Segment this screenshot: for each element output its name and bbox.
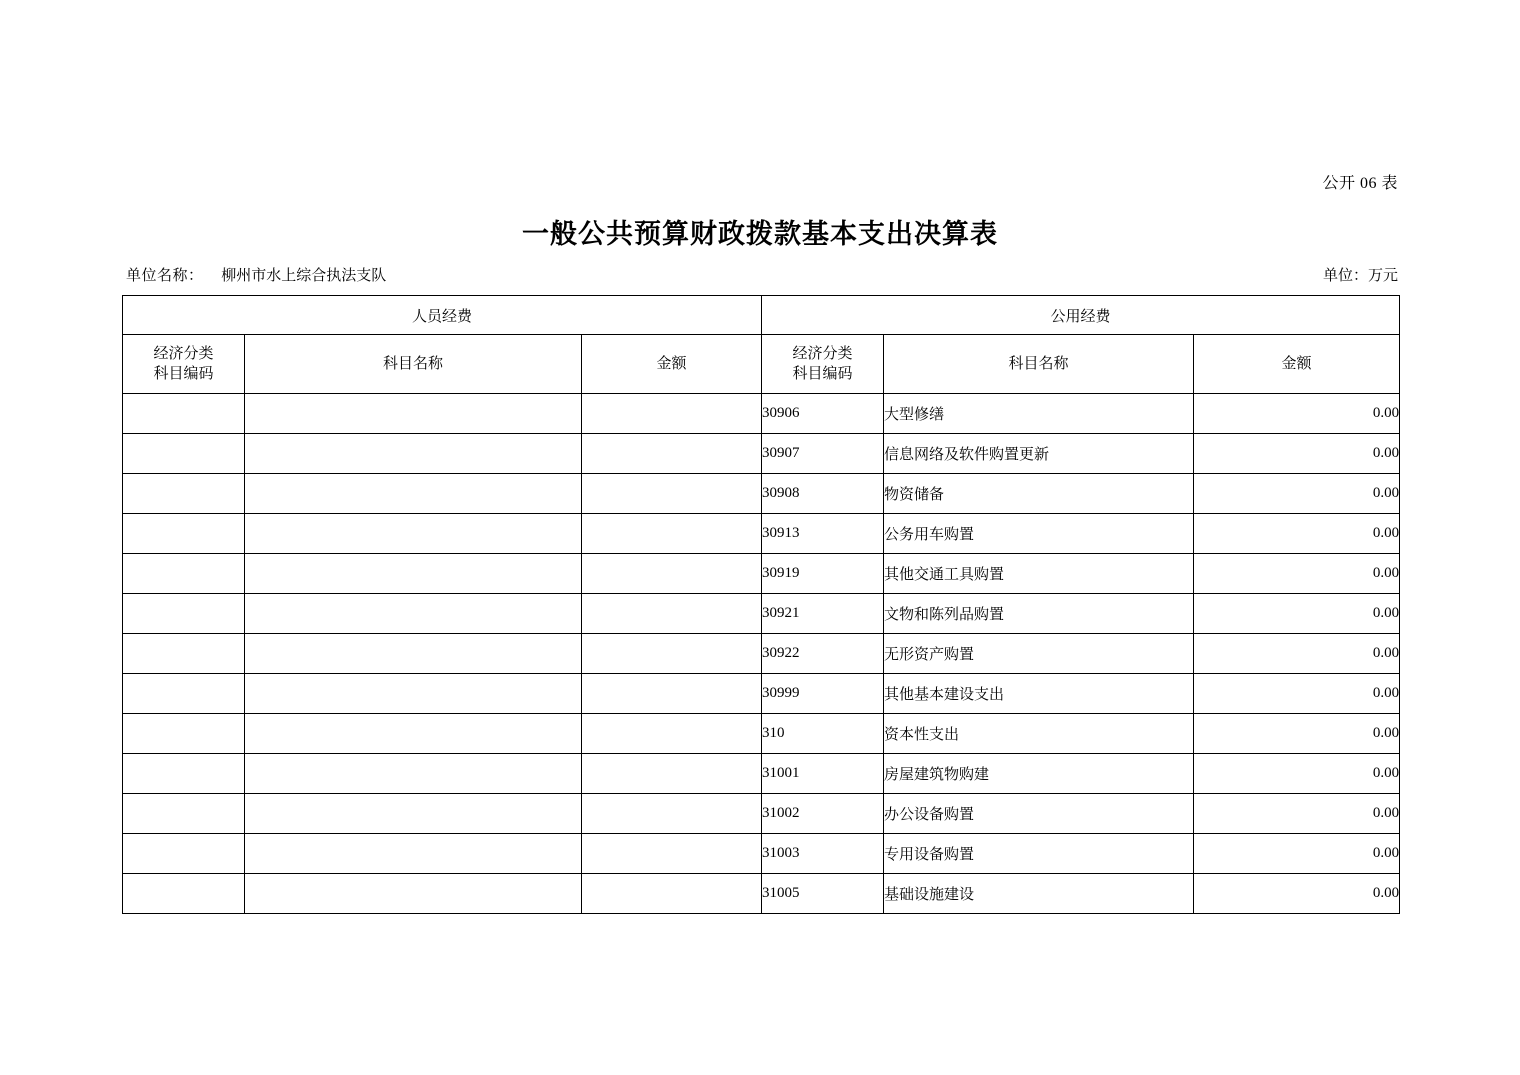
cell-public-amount: 0.00 [1194,674,1400,714]
group-header-personnel: 人员经费 [123,296,762,335]
cell-personnel-name [245,634,582,674]
table-row [123,474,1400,514]
cell-public-name: 资本性支出 [884,714,1194,754]
group-header-public: 公用经费 [762,296,1400,335]
table-row [123,634,1400,674]
cell-public-code: 31003 [762,834,884,874]
cell-personnel-amount [582,394,762,434]
cell-personnel-name [245,554,582,594]
cell-personnel-code [123,874,245,914]
cell-personnel-amount [582,834,762,874]
cell-personnel-name [245,794,582,834]
table-row [123,754,1400,794]
table-row [123,714,1400,754]
cell-public-name: 专用设备购置 [884,834,1194,874]
cell-public-name: 物资储备 [884,474,1194,514]
cell-personnel-amount [582,754,762,794]
cell-public-amount: 0.00 [1194,514,1400,554]
cell-public-code: 310 [762,714,884,754]
cell-personnel-name [245,594,582,634]
cell-personnel-amount [582,514,762,554]
cell-personnel-name [245,474,582,514]
cell-personnel-amount [582,874,762,914]
column-header-personnel-code-line1: 经济分类 [153,345,214,362]
cell-personnel-name [245,714,582,754]
cell-public-name: 文物和陈列品购置 [884,594,1194,634]
column-header-public-name: 科目名称 [884,335,1194,394]
cell-personnel-code [123,754,245,794]
cell-personnel-name [245,394,582,434]
cell-personnel-name [245,434,582,474]
cell-public-amount: 0.00 [1194,714,1400,754]
cell-personnel-code [123,594,245,634]
cell-public-code: 30999 [762,674,884,714]
table-group-header-row [123,296,1400,335]
table-row [123,874,1400,914]
column-header-personnel-code [123,335,245,394]
meta-row [126,264,1398,286]
cell-public-code: 31001 [762,754,884,794]
cell-personnel-code [123,794,245,834]
cell-public-name: 无形资产购置 [884,634,1194,674]
cell-public-name: 其他基本建设支出 [884,674,1194,714]
cell-public-amount: 0.00 [1194,594,1400,634]
form-code: 公开 06 表 [1322,175,1398,192]
table-body [123,394,1400,914]
cell-personnel-name [245,754,582,794]
cell-personnel-amount [582,594,762,634]
cell-public-name: 房屋建筑物购建 [884,754,1194,794]
cell-public-amount: 0.00 [1194,554,1400,594]
page-title: 一般公共预算财政拨款基本支出决算表 [522,219,998,249]
column-header-personnel-code-line2: 科目编码 [153,366,214,382]
table-row [123,514,1400,554]
table-column-header-row [123,335,1400,394]
cell-public-code: 31005 [762,874,884,914]
unit-name-label: 单位名称： [126,268,204,284]
cell-public-name: 公务用车购置 [884,514,1194,554]
cell-personnel-code [123,554,245,594]
cell-personnel-amount [582,714,762,754]
cell-personnel-amount [582,434,762,474]
currency-unit-label: 单位：万元 [1322,268,1398,284]
cell-personnel-code [123,514,245,554]
cell-public-code: 30907 [762,434,884,474]
cell-public-code: 30908 [762,474,884,514]
cell-personnel-code [123,394,245,434]
cell-public-name: 其他交通工具购置 [884,554,1194,594]
cell-public-amount: 0.00 [1194,794,1400,834]
cell-public-code: 30919 [762,554,884,594]
cell-personnel-name [245,874,582,914]
table-row [123,434,1400,474]
cell-personnel-amount [582,634,762,674]
cell-public-code: 30921 [762,594,884,634]
cell-public-code: 30913 [762,514,884,554]
cell-public-name: 大型修缮 [884,394,1194,434]
table-row [123,674,1400,714]
table-row [123,594,1400,634]
table-row [123,794,1400,834]
cell-personnel-code [123,474,245,514]
table-row [123,554,1400,594]
cell-public-name: 信息网络及软件购置更新 [884,434,1194,474]
cell-public-amount: 0.00 [1194,434,1400,474]
table-row [123,834,1400,874]
cell-personnel-code [123,434,245,474]
cell-personnel-amount [582,794,762,834]
cell-public-amount: 0.00 [1194,834,1400,874]
cell-personnel-code [123,634,245,674]
cell-personnel-code [123,714,245,754]
cell-public-code: 30922 [762,634,884,674]
cell-public-amount: 0.00 [1194,394,1400,434]
budget-table [122,295,1400,914]
cell-public-code: 30906 [762,394,884,434]
cell-personnel-amount [582,474,762,514]
cell-public-amount: 0.00 [1194,754,1400,794]
cell-personnel-amount [582,674,762,714]
column-header-public-code [762,335,884,394]
column-header-public-code-line2: 科目编码 [792,366,853,382]
column-header-personnel-name: 科目名称 [245,335,582,394]
cell-public-amount: 0.00 [1194,634,1400,674]
cell-public-amount: 0.00 [1194,874,1400,914]
column-header-public-amount: 金额 [1194,335,1400,394]
cell-public-name: 办公设备购置 [884,794,1194,834]
table-row [123,394,1400,434]
cell-public-name: 基础设施建设 [884,874,1194,914]
column-header-personnel-amount: 金额 [582,335,762,394]
cell-public-amount: 0.00 [1194,474,1400,514]
cell-personnel-code [123,674,245,714]
cell-personnel-amount [582,554,762,594]
cell-public-code: 31002 [762,794,884,834]
cell-personnel-name [245,834,582,874]
cell-personnel-name [245,674,582,714]
cell-personnel-code [123,834,245,874]
column-header-public-code-line1: 经济分类 [792,345,853,362]
unit-name-value: 柳州市水上综合执法支队 [221,268,387,284]
unit-name-block [126,264,386,285]
cell-personnel-name [245,514,582,554]
